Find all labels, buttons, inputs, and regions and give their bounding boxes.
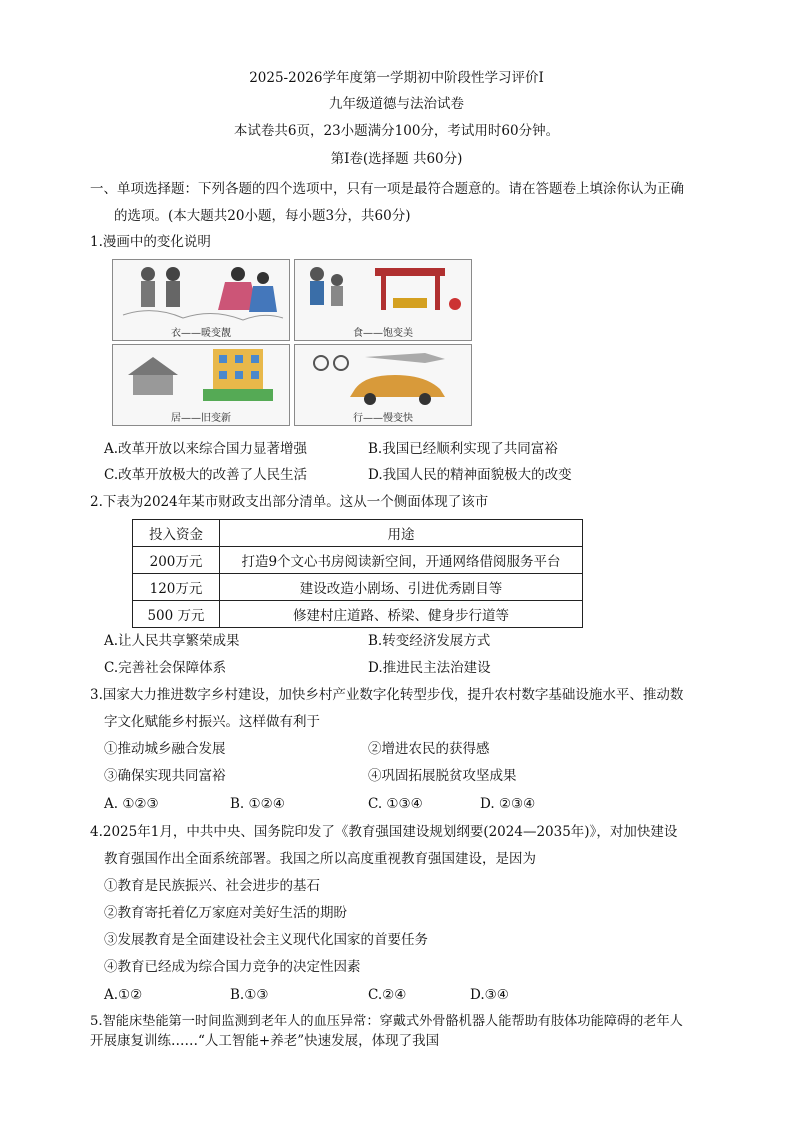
table-row xyxy=(133,601,583,628)
cartoon-food xyxy=(294,259,472,341)
cartoon-housing xyxy=(112,344,290,426)
table-cell-amount: 200万元 xyxy=(133,547,220,574)
section-instructions-line1: 一、单项选择题：下列各题的四个选项中，只有一项是最符合题意的。请在答题卷上填涂你认为正确 xyxy=(90,181,684,197)
q2-stem: 2.下表为2024年某市财政支出部分清单。这从一个侧面体现了该市 xyxy=(90,494,489,510)
q1-option-c: C.改革开放极大的改善了人民生活 xyxy=(104,467,308,483)
table-cell-amount: 120万元 xyxy=(133,574,220,601)
q3-item-1: ①推动城乡融合发展 xyxy=(104,741,226,757)
q3-item-2: ②增进农民的获得感 xyxy=(368,741,490,757)
q1-option-b: B.我国已经顺利实现了共同富裕 xyxy=(368,441,558,457)
q4-stem-line1: 4.2025年1月，中共中央、国务院印发了《教育强国建设规划纲要(2024—2035年)》，对加快建设 xyxy=(90,824,678,840)
q1-cartoon-grid xyxy=(112,259,474,427)
part-heading: 第Ⅰ卷(选择题 共60分) xyxy=(330,151,463,167)
q5-stem-line1: 5.智能床垫能第一时间监测到老年人的血压异常：穿戴式外骨骼机器人能帮助有肢体功能障碍的老年人 xyxy=(90,1014,683,1029)
q4-item-3: ③发展教育是全面建设社会主义现代化国家的首要任务 xyxy=(104,932,428,948)
q3-stem-line1: 3.国家大力推进数字乡村建设，加快乡村产业数字化转型步伐，提升农村数字基础设施水平、推动数 xyxy=(90,687,684,703)
q2-option-b: B.转变经济发展方式 xyxy=(368,633,491,649)
q1-option-d: D.我国人民的精神面貌极大的改变 xyxy=(368,467,572,483)
q2-option-d: D.推进民主法治建设 xyxy=(368,660,491,676)
cartoon-clothing xyxy=(112,259,290,341)
exam-info: 本试卷共6页，23小题满分100分，考试用时60分钟。 xyxy=(233,123,560,139)
table-row xyxy=(133,547,583,574)
table-header-row xyxy=(133,520,583,547)
q4-item-1: ①教育是民族振兴、社会进步的基石 xyxy=(104,878,320,894)
q1-option-a: A.改革开放以来综合国力显著增强 xyxy=(104,441,308,457)
q2-option-a: A.让人民共享繁荣成果 xyxy=(104,633,240,649)
q3-item-3: ③确保实现共同富裕 xyxy=(104,768,226,784)
q3-option-d: D. ②③④ xyxy=(480,796,536,812)
table-row xyxy=(133,574,583,601)
q3-option-b: B. ①②④ xyxy=(230,796,285,812)
table-header-usage: 用途 xyxy=(220,520,583,547)
q2-option-c: C.完善社会保障体系 xyxy=(104,660,227,676)
q5-stem-line2: 开展康复训练……“人工智能+养老”快速发展，体现了我国 xyxy=(90,1033,440,1049)
q4-item-2: ②教育寄托着亿万家庭对美好生活的期盼 xyxy=(104,905,347,921)
table-cell-amount: 500 万元 xyxy=(133,601,220,628)
q3-stem-line2: 字文化赋能乡村振兴。这样做有利于 xyxy=(104,714,320,730)
table-cell-usage: 建设改造小剧场、引进优秀剧目等 xyxy=(220,574,583,601)
q4-option-b: B.①③ xyxy=(230,987,269,1003)
exam-subtitle: 九年级道德与法治试卷 xyxy=(329,96,464,112)
q4-option-d: D.③④ xyxy=(470,987,509,1003)
q3-item-4: ④巩固拓展脱贫攻坚成果 xyxy=(368,768,517,784)
exam-title: 2025-2026学年度第一学期初中阶段性学习评价Ⅰ xyxy=(249,70,544,86)
q3-option-a: A. ①②③ xyxy=(104,796,159,812)
caption-food: 食——饱变美 xyxy=(353,328,413,339)
q1-stem: 1.漫画中的变化说明 xyxy=(90,234,211,250)
q2-budget-table xyxy=(132,519,583,628)
caption-clothing: 衣——暖变靓 xyxy=(171,328,231,339)
table-header-amount: 投入资金 xyxy=(133,520,220,547)
q4-option-c: C.②④ xyxy=(368,987,407,1003)
q4-stem-line2: 教育强国作出全面系统部署。我国之所以高度重视教育强国建设，是因为 xyxy=(104,851,536,867)
table-cell-usage: 打造9个文心书房阅读新空间，开通网络借阅服务平台 xyxy=(220,547,583,574)
q4-option-a: A.①② xyxy=(104,987,143,1003)
table-cell-usage: 修建村庄道路、桥梁、健身步行道等 xyxy=(220,601,583,628)
caption-transport: 行——慢变快 xyxy=(353,413,413,424)
caption-housing: 居——旧变新 xyxy=(171,413,231,424)
cartoon-transport xyxy=(294,344,472,426)
q4-item-4: ④教育已经成为综合国力竞争的决定性因素 xyxy=(104,959,361,975)
section-instructions-line2: 的选项。(本大题共20小题，每小题3分，共60分) xyxy=(114,208,411,224)
q3-option-c: C. ①③④ xyxy=(368,796,423,812)
